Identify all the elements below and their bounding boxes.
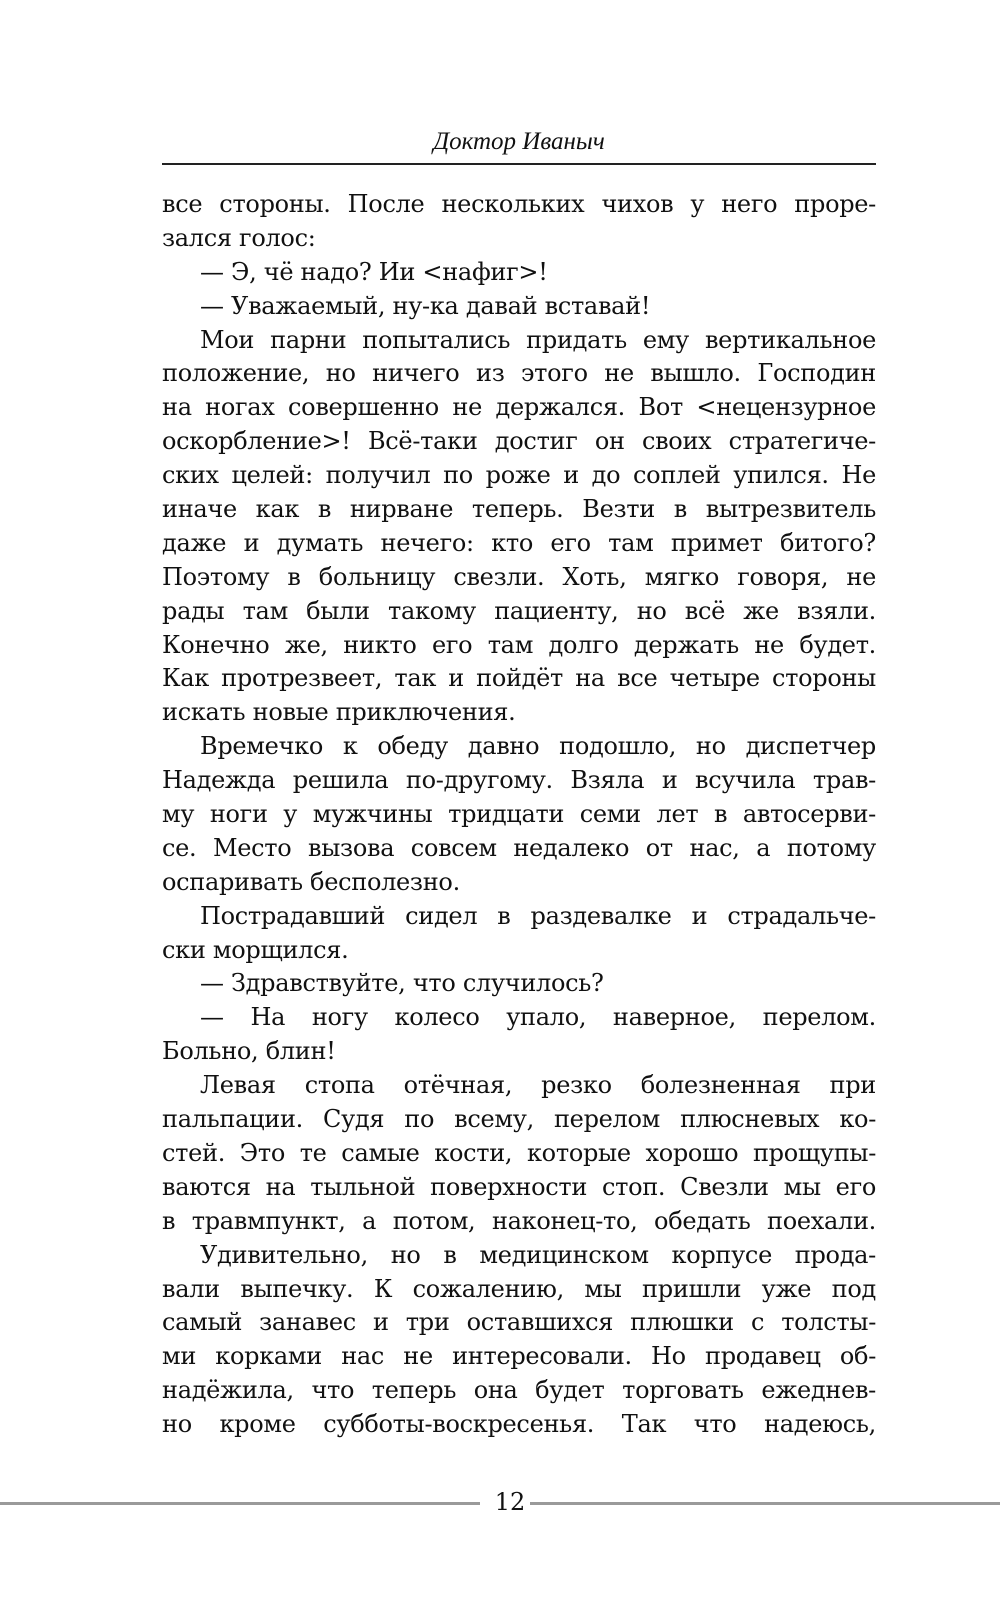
text-line: Пострадавший сидел в раздевалке и страдальче- <box>200 901 876 930</box>
text-line: му ноги у мужчины тридцати семи лет в автосерви- <box>162 800 876 829</box>
text-line: ми корками нас не интересовали. Но продавец об- <box>162 1342 876 1371</box>
text-line: Поэтому в больницу свезли. Хоть, мягко говоря, не <box>162 562 876 591</box>
text-line: надёжила, что теперь она будет торговать ежеднев- <box>162 1376 876 1405</box>
text-line: пальпации. Судя по всему, перелом плюсневых ко- <box>162 1105 876 1134</box>
text-line: ваются на тыльной поверхности стоп. Свезли мы его <box>162 1172 876 1201</box>
text-line: положение, но ничего из этого не вышло. Господин <box>162 359 876 388</box>
text-line: — Уважаемый, ну-ка давай вставай! <box>200 291 651 320</box>
footer-rule-left <box>0 1502 480 1505</box>
footer-rule-right <box>530 1502 1000 1505</box>
text-line: Удивительно, но в медицинском корпусе прода- <box>200 1240 876 1269</box>
text-line: самый занавес и три оставшихся плюшки с толсты- <box>162 1308 876 1337</box>
text-line: иначе как в нирване теперь. Везти в вытрезвитель <box>162 495 876 524</box>
text-line: все стороны. После нескольких чихов у него проре- <box>162 190 876 218</box>
page-body-text <box>162 188 876 1442</box>
header-divider <box>162 163 876 165</box>
text-line: се. Место вызова совсем недалеко от нас, а потому <box>162 833 876 862</box>
text-line: на ногах совершенно не держался. Вот <нецензурное <box>162 393 876 422</box>
text-line: но кроме субботы-воскресенья. Так что надеюсь, <box>162 1410 876 1439</box>
running-title: Доктор Иваныч <box>433 128 605 155</box>
text-line: — Здравствуйте, что случилось? <box>200 969 604 998</box>
text-line: ски морщился. <box>162 935 349 964</box>
text-line: стей. Это те самые кости, которые хорошо прощупы- <box>162 1138 876 1167</box>
text-line: искать новые приключения. <box>162 698 516 727</box>
page-number: 12 <box>494 1488 526 1516</box>
text-line: даже и думать нечего: кто его там примет битого? <box>162 528 876 557</box>
text-line: — Э, чё надо? Ии <нафиг>! <box>200 257 548 286</box>
text-line: Времечко к обеду давно подошло, но диспетчер <box>200 732 876 761</box>
text-line: зался голос: <box>162 223 316 252</box>
text-line: ских целей: получил по роже и до соплей упился. Не <box>162 461 876 490</box>
text-line: оскорбление>! Всё-таки достиг он своих стратегиче- <box>162 427 876 456</box>
text-line: оспаривать бесполезно. <box>162 867 460 896</box>
text-line: Конечно же, никто его там долго держать не будет. <box>162 630 876 659</box>
text-line: Мои парни попытались придать ему вертикальное <box>200 325 876 354</box>
text-line: вали выпечку. К сожалению, мы пришли уже под <box>162 1274 876 1303</box>
text-line: Надежда решила по-другому. Взяла и всучила трав- <box>162 766 876 795</box>
text-line: Как протрезвеет, так и пойдёт на все четыре стороны <box>162 664 876 693</box>
text-line: рады там были такому пациенту, но всё же взяли. <box>162 596 876 625</box>
text-line: Левая стопа отёчная, резко болезненная при <box>200 1071 876 1100</box>
text-line: — На ногу колесо упало, наверное, перелом. <box>200 1003 876 1032</box>
text-line: Больно, блин! <box>162 1037 336 1066</box>
text-line: в травмпункт, а потом, наконец-то, обедать поехали. <box>162 1206 876 1235</box>
